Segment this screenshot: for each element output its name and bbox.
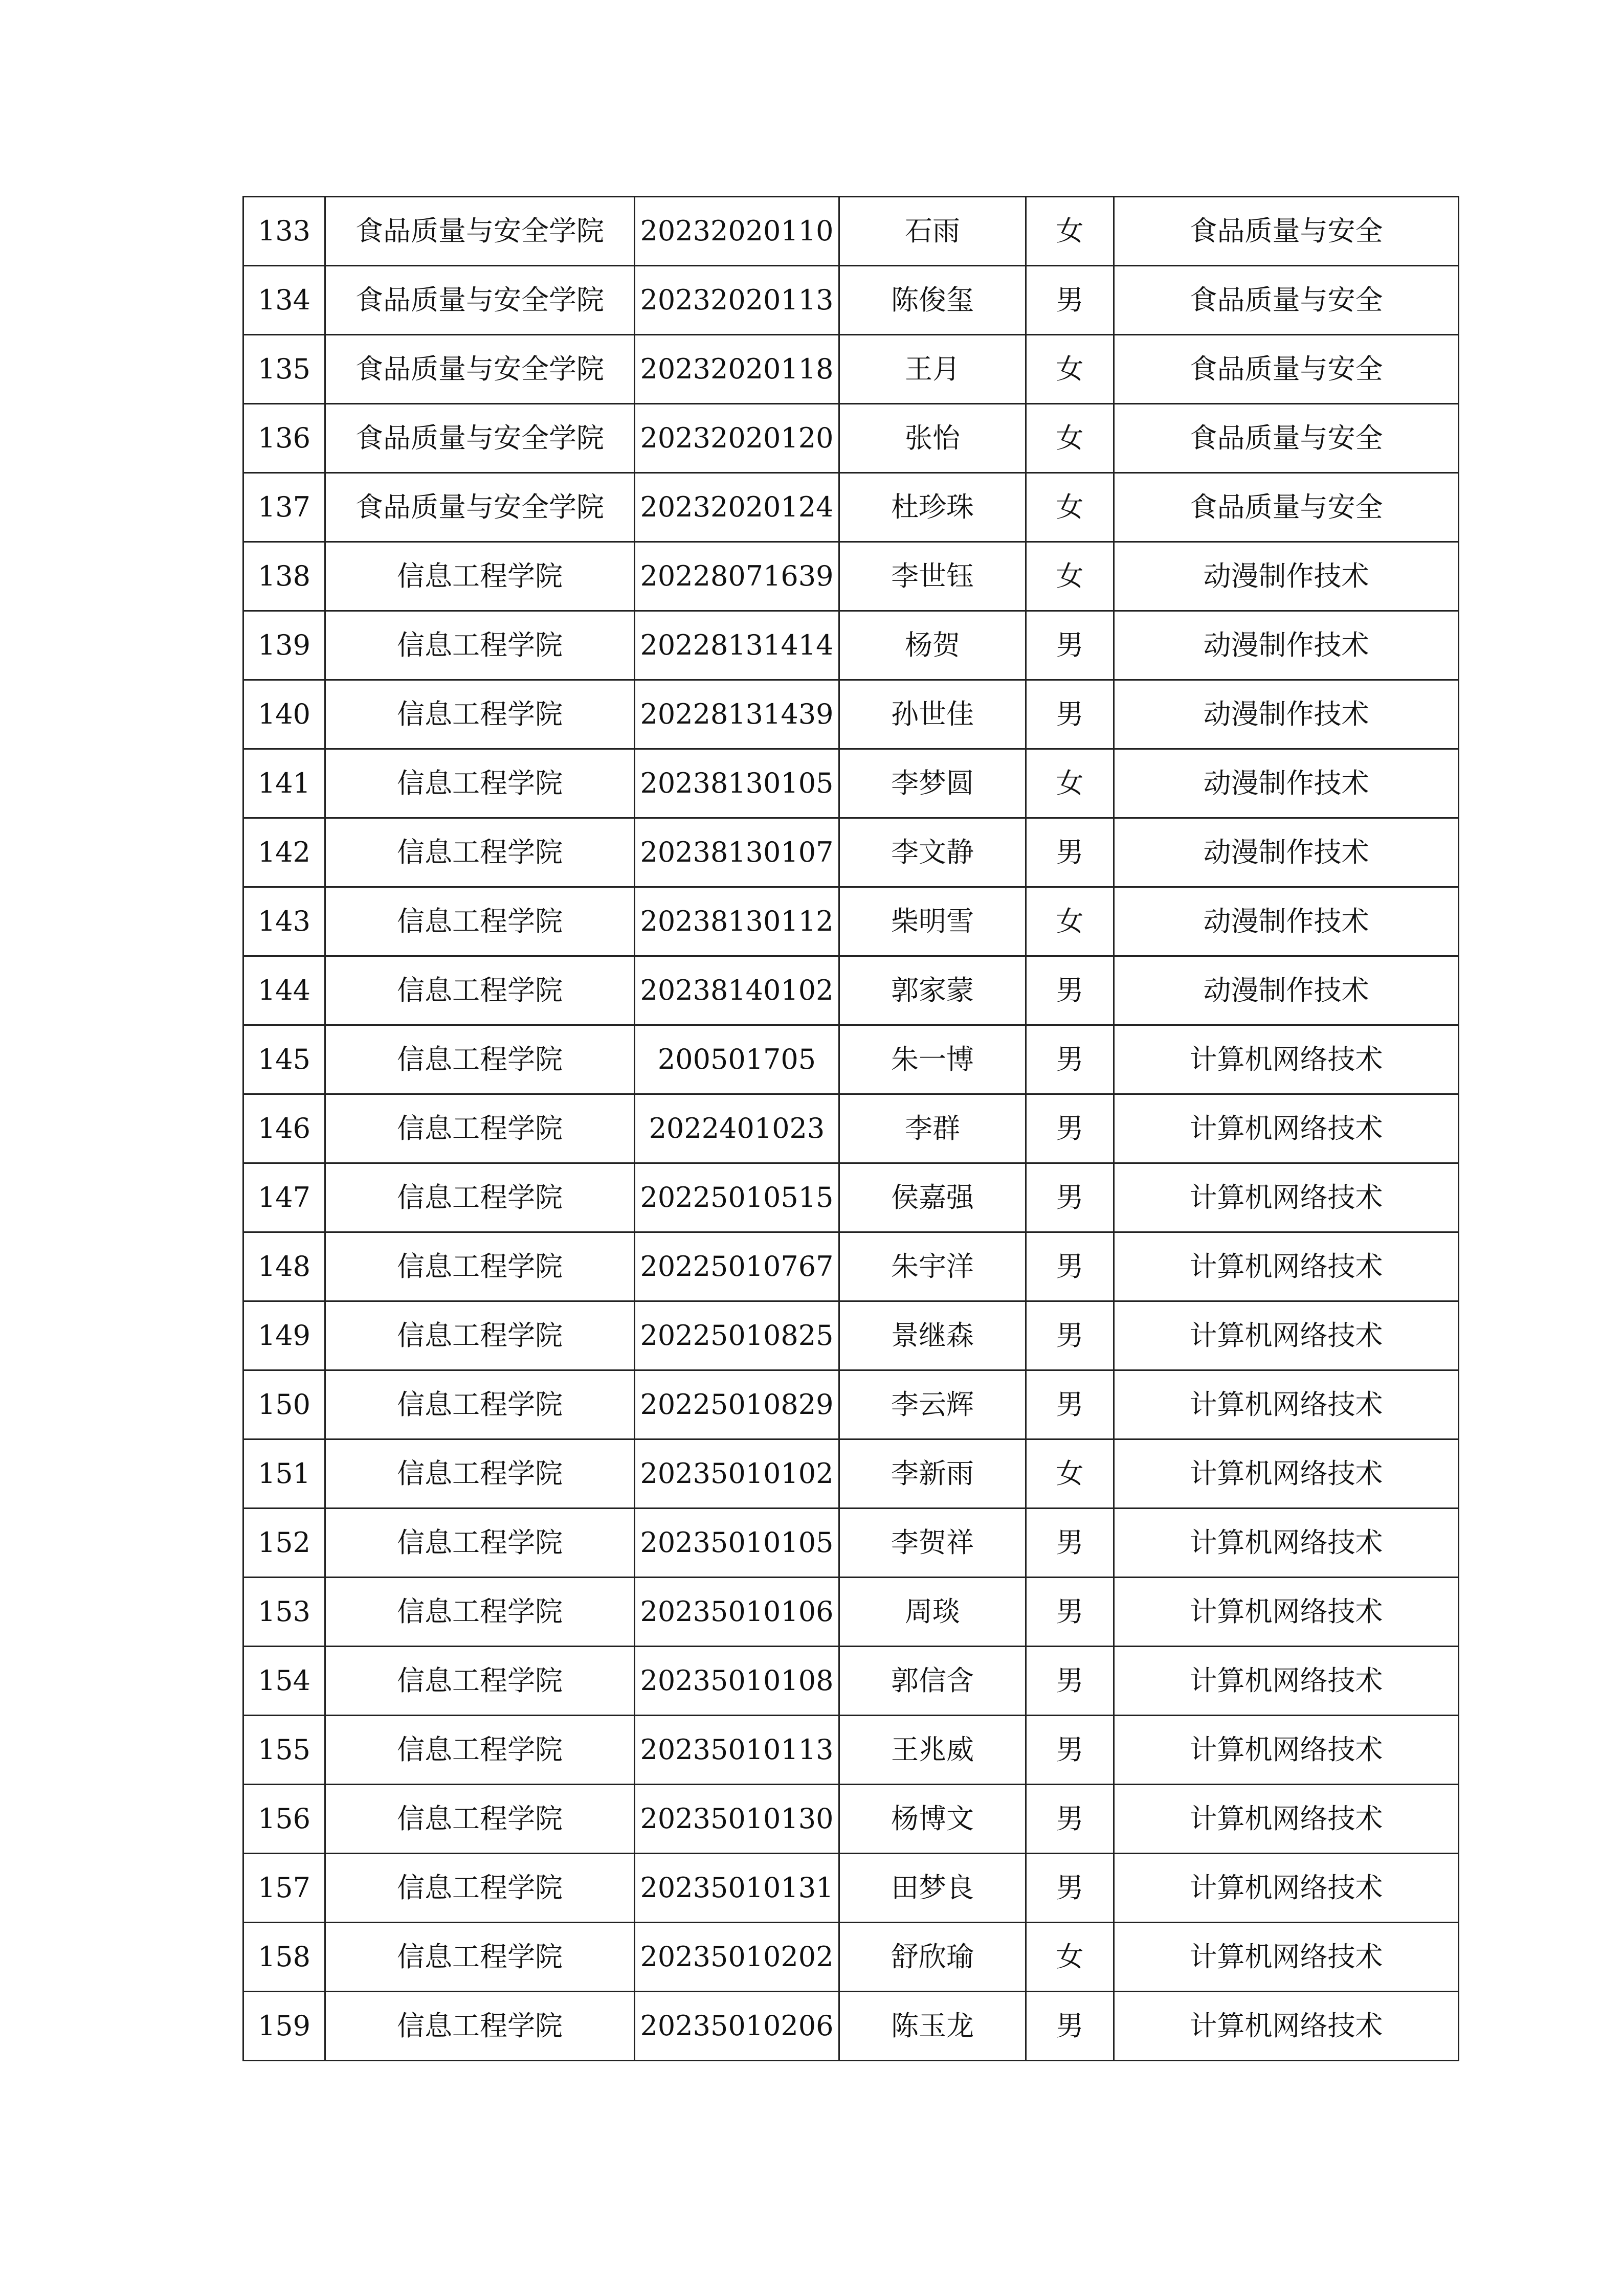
table-row: [243, 1370, 1459, 1439]
row-index-cell: 147: [243, 1163, 325, 1232]
student-id-cell: 20235010108: [635, 1647, 839, 1716]
row-index-cell: 136: [243, 404, 325, 473]
student-name-cell: 柴明雪: [839, 887, 1026, 956]
college-cell: 食品质量与安全学院: [325, 335, 635, 404]
major-cell: 计算机网络技术: [1114, 1923, 1459, 1992]
major-cell: 计算机网络技术: [1114, 1301, 1459, 1370]
student-id-cell: 20225010829: [635, 1370, 839, 1439]
student-id-cell: 20232020124: [635, 473, 839, 542]
table-row: [243, 1992, 1459, 2061]
student-id-cell: 20235010131: [635, 1854, 839, 1923]
gender-cell: 女: [1026, 887, 1114, 956]
table-row: [243, 542, 1459, 611]
college-cell: 信息工程学院: [325, 1301, 635, 1370]
gender-cell: 男: [1026, 1509, 1114, 1578]
gender-cell: 女: [1026, 1923, 1114, 1992]
student-id-cell: 20235010102: [635, 1439, 839, 1509]
student-name-cell: 周琰: [839, 1578, 1026, 1647]
student-id-cell: 20235010105: [635, 1509, 839, 1578]
student-name-cell: 舒欣瑜: [839, 1923, 1026, 1992]
table-row: [243, 404, 1459, 473]
gender-cell: 女: [1026, 404, 1114, 473]
table-row: [243, 1301, 1459, 1370]
table-row: [243, 197, 1459, 266]
table-row: [243, 1923, 1459, 1992]
major-cell: 动漫制作技术: [1114, 611, 1459, 680]
student-id-cell: 20228131414: [635, 611, 839, 680]
student-name-cell: 孙世佳: [839, 680, 1026, 749]
student-id-cell: 20235010202: [635, 1923, 839, 1992]
college-cell: 信息工程学院: [325, 887, 635, 956]
student-id-cell: 20225010825: [635, 1301, 839, 1370]
table-row: [243, 1232, 1459, 1301]
row-index-cell: 134: [243, 266, 325, 335]
student-name-cell: 王月: [839, 335, 1026, 404]
student-name-cell: 郭信含: [839, 1647, 1026, 1716]
college-cell: 食品质量与安全学院: [325, 266, 635, 335]
row-index-cell: 144: [243, 956, 325, 1025]
table-row: [243, 335, 1459, 404]
gender-cell: 男: [1026, 680, 1114, 749]
major-cell: 食品质量与安全: [1114, 473, 1459, 542]
major-cell: 计算机网络技术: [1114, 1992, 1459, 2061]
gender-cell: 男: [1026, 1647, 1114, 1716]
student-id-cell: 20232020118: [635, 335, 839, 404]
row-index-cell: 143: [243, 887, 325, 956]
college-cell: 信息工程学院: [325, 1992, 635, 2061]
table-row: [243, 818, 1459, 887]
student-id-cell: 20235010113: [635, 1716, 839, 1785]
major-cell: 计算机网络技术: [1114, 1094, 1459, 1163]
student-id-cell: 20235010130: [635, 1785, 839, 1854]
row-index-cell: 153: [243, 1578, 325, 1647]
college-cell: 信息工程学院: [325, 1923, 635, 1992]
gender-cell: 男: [1026, 266, 1114, 335]
student-name-cell: 郭家蒙: [839, 956, 1026, 1025]
college-cell: 信息工程学院: [325, 1370, 635, 1439]
gender-cell: 男: [1026, 1301, 1114, 1370]
student-id-cell: 20232020110: [635, 197, 839, 266]
student-name-cell: 陈玉龙: [839, 1992, 1026, 2061]
table-row: [243, 887, 1459, 956]
student-name-cell: 李新雨: [839, 1439, 1026, 1509]
row-index-cell: 138: [243, 542, 325, 611]
gender-cell: 女: [1026, 542, 1114, 611]
major-cell: 计算机网络技术: [1114, 1578, 1459, 1647]
student-name-cell: 李云辉: [839, 1370, 1026, 1439]
row-index-cell: 148: [243, 1232, 325, 1301]
gender-cell: 男: [1026, 1163, 1114, 1232]
student-name-cell: 张怡: [839, 404, 1026, 473]
major-cell: 动漫制作技术: [1114, 887, 1459, 956]
college-cell: 信息工程学院: [325, 1578, 635, 1647]
table-row: [243, 1716, 1459, 1785]
college-cell: 信息工程学院: [325, 1647, 635, 1716]
college-cell: 信息工程学院: [325, 1232, 635, 1301]
gender-cell: 男: [1026, 818, 1114, 887]
gender-cell: 男: [1026, 611, 1114, 680]
student-name-cell: 景继森: [839, 1301, 1026, 1370]
student-name-cell: 李群: [839, 1094, 1026, 1163]
college-cell: 信息工程学院: [325, 1716, 635, 1785]
student-id-cell: 20235010206: [635, 1992, 839, 2061]
major-cell: 计算机网络技术: [1114, 1439, 1459, 1509]
gender-cell: 女: [1026, 749, 1114, 818]
major-cell: 计算机网络技术: [1114, 1025, 1459, 1094]
gender-cell: 男: [1026, 1992, 1114, 2061]
college-cell: 信息工程学院: [325, 1854, 635, 1923]
student-name-cell: 李贺祥: [839, 1509, 1026, 1578]
table-row: [243, 680, 1459, 749]
gender-cell: 男: [1026, 1578, 1114, 1647]
major-cell: 动漫制作技术: [1114, 680, 1459, 749]
roster-body: [243, 197, 1459, 2061]
table-row: [243, 1509, 1459, 1578]
gender-cell: 男: [1026, 1094, 1114, 1163]
major-cell: 计算机网络技术: [1114, 1232, 1459, 1301]
student-id-cell: 20235010106: [635, 1578, 839, 1647]
gender-cell: 男: [1026, 1785, 1114, 1854]
student-name-cell: 李文静: [839, 818, 1026, 887]
row-index-cell: 158: [243, 1923, 325, 1992]
major-cell: 食品质量与安全: [1114, 404, 1459, 473]
student-id-cell: 20238140102: [635, 956, 839, 1025]
major-cell: 计算机网络技术: [1114, 1785, 1459, 1854]
row-index-cell: 142: [243, 818, 325, 887]
row-index-cell: 152: [243, 1509, 325, 1578]
row-index-cell: 156: [243, 1785, 325, 1854]
college-cell: 信息工程学院: [325, 749, 635, 818]
student-name-cell: 李梦圆: [839, 749, 1026, 818]
table-row: [243, 1785, 1459, 1854]
table-row: [243, 611, 1459, 680]
major-cell: 计算机网络技术: [1114, 1370, 1459, 1439]
row-index-cell: 140: [243, 680, 325, 749]
student-name-cell: 杨贺: [839, 611, 1026, 680]
college-cell: 信息工程学院: [325, 1094, 635, 1163]
student-name-cell: 朱宇洋: [839, 1232, 1026, 1301]
table-row: [243, 1025, 1459, 1094]
row-index-cell: 133: [243, 197, 325, 266]
gender-cell: 男: [1026, 1716, 1114, 1785]
gender-cell: 女: [1026, 335, 1114, 404]
college-cell: 信息工程学院: [325, 1785, 635, 1854]
college-cell: 食品质量与安全学院: [325, 197, 635, 266]
table-row: [243, 1578, 1459, 1647]
table-row: [243, 1094, 1459, 1163]
row-index-cell: 145: [243, 1025, 325, 1094]
row-index-cell: 149: [243, 1301, 325, 1370]
college-cell: 信息工程学院: [325, 818, 635, 887]
table-row: [243, 473, 1459, 542]
student-name-cell: 侯嘉强: [839, 1163, 1026, 1232]
student-id-cell: 20225010515: [635, 1163, 839, 1232]
student-id-cell: 20232020113: [635, 266, 839, 335]
gender-cell: 男: [1026, 1370, 1114, 1439]
student-id-cell: 20228131439: [635, 680, 839, 749]
major-cell: 食品质量与安全: [1114, 197, 1459, 266]
student-id-cell: 20228071639: [635, 542, 839, 611]
student-name-cell: 杨博文: [839, 1785, 1026, 1854]
college-cell: 信息工程学院: [325, 611, 635, 680]
college-cell: 食品质量与安全学院: [325, 404, 635, 473]
college-cell: 信息工程学院: [325, 1439, 635, 1509]
student-id-cell: 200501705: [635, 1025, 839, 1094]
gender-cell: 女: [1026, 197, 1114, 266]
gender-cell: 男: [1026, 956, 1114, 1025]
row-index-cell: 135: [243, 335, 325, 404]
table-row: [243, 1163, 1459, 1232]
table-row: [243, 266, 1459, 335]
major-cell: 计算机网络技术: [1114, 1716, 1459, 1785]
student-name-cell: 杜珍珠: [839, 473, 1026, 542]
college-cell: 信息工程学院: [325, 1509, 635, 1578]
student-id-cell: 20238130105: [635, 749, 839, 818]
row-index-cell: 141: [243, 749, 325, 818]
table-row: [243, 1647, 1459, 1716]
row-index-cell: 155: [243, 1716, 325, 1785]
row-index-cell: 146: [243, 1094, 325, 1163]
major-cell: 计算机网络技术: [1114, 1509, 1459, 1578]
major-cell: 食品质量与安全: [1114, 335, 1459, 404]
table-row: [243, 1439, 1459, 1509]
college-cell: 信息工程学院: [325, 542, 635, 611]
student-name-cell: 陈俊玺: [839, 266, 1026, 335]
student-id-cell: 20238130107: [635, 818, 839, 887]
row-index-cell: 157: [243, 1854, 325, 1923]
major-cell: 动漫制作技术: [1114, 956, 1459, 1025]
student-name-cell: 朱一博: [839, 1025, 1026, 1094]
gender-cell: 女: [1026, 473, 1114, 542]
table-row: [243, 956, 1459, 1025]
gender-cell: 男: [1026, 1025, 1114, 1094]
student-id-cell: 20232020120: [635, 404, 839, 473]
student-name-cell: 王兆威: [839, 1716, 1026, 1785]
student-roster-table: [242, 196, 1459, 2061]
college-cell: 信息工程学院: [325, 680, 635, 749]
gender-cell: 男: [1026, 1232, 1114, 1301]
major-cell: 计算机网络技术: [1114, 1647, 1459, 1716]
row-index-cell: 139: [243, 611, 325, 680]
major-cell: 动漫制作技术: [1114, 542, 1459, 611]
college-cell: 食品质量与安全学院: [325, 473, 635, 542]
gender-cell: 女: [1026, 1439, 1114, 1509]
college-cell: 信息工程学院: [325, 1025, 635, 1094]
student-name-cell: 石雨: [839, 197, 1026, 266]
row-index-cell: 159: [243, 1992, 325, 2061]
student-name-cell: 田梦良: [839, 1854, 1026, 1923]
table-row: [243, 749, 1459, 818]
college-cell: 信息工程学院: [325, 956, 635, 1025]
major-cell: 动漫制作技术: [1114, 749, 1459, 818]
row-index-cell: 151: [243, 1439, 325, 1509]
major-cell: 计算机网络技术: [1114, 1854, 1459, 1923]
student-id-cell: 20225010767: [635, 1232, 839, 1301]
major-cell: 计算机网络技术: [1114, 1163, 1459, 1232]
row-index-cell: 150: [243, 1370, 325, 1439]
major-cell: 食品质量与安全: [1114, 266, 1459, 335]
row-index-cell: 137: [243, 473, 325, 542]
college-cell: 信息工程学院: [325, 1163, 635, 1232]
student-id-cell: 20238130112: [635, 887, 839, 956]
student-name-cell: 李世钰: [839, 542, 1026, 611]
row-index-cell: 154: [243, 1647, 325, 1716]
gender-cell: 男: [1026, 1854, 1114, 1923]
student-id-cell: 2022401023: [635, 1094, 839, 1163]
major-cell: 动漫制作技术: [1114, 818, 1459, 887]
table-row: [243, 1854, 1459, 1923]
